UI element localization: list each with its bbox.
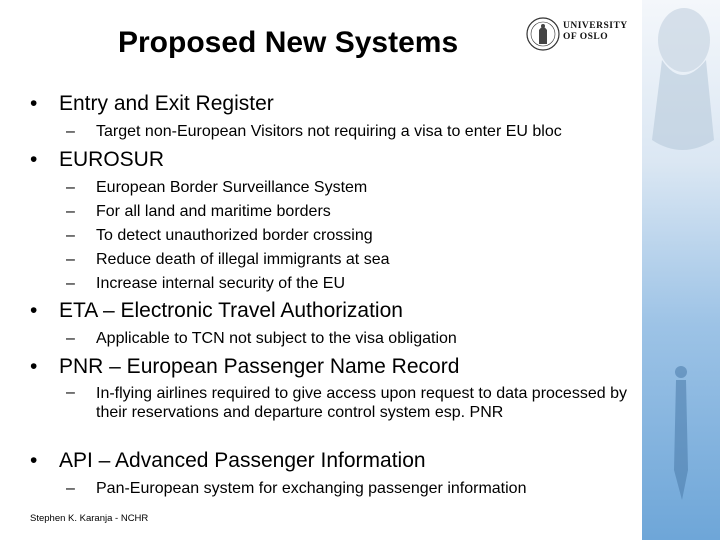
- dash-marker: –: [66, 275, 75, 292]
- bullet-text: API – Advanced Passenger Information: [59, 449, 426, 472]
- slide-title: Proposed New Systems: [118, 26, 459, 59]
- bullet-text: PNR – European Passenger Name Record: [59, 355, 460, 378]
- dash-marker: –: [66, 384, 75, 401]
- university-logo: [525, 14, 635, 54]
- dash-marker: –: [66, 203, 75, 220]
- footer-author: Stephen K. Karanja - NCHR: [30, 513, 149, 524]
- sub-item-text: To detect unauthorized border crossing: [96, 227, 373, 244]
- bullet-marker: •: [30, 92, 38, 115]
- bullet-marker: •: [30, 148, 38, 171]
- logo-text: [563, 21, 628, 43]
- sub-item-text: For all land and maritime borders: [96, 203, 331, 220]
- bullet-text: EUROSUR: [59, 148, 165, 171]
- dash-marker: –: [66, 251, 75, 268]
- sub-item-text: Target non-European Visitors not requiring a visa to enter EU bloc: [96, 123, 562, 140]
- dash-marker: –: [66, 330, 75, 347]
- dash-marker: –: [66, 480, 75, 497]
- sub-item-text: In-flying airlines required to give access upon request to data processed by their reservations and departure control system esp. PNR: [96, 385, 627, 421]
- dash-marker: –: [66, 227, 75, 244]
- sub-item-text: Applicable to TCN not subject to the visa obligation: [96, 330, 457, 347]
- bullet-marker: •: [30, 299, 38, 322]
- sub-item-text: Pan-European system for exchanging passenger information: [96, 480, 527, 497]
- university-seal-icon: [525, 14, 561, 54]
- sub-item-text: Increase internal security of the EU: [96, 275, 346, 292]
- dash-marker: –: [66, 123, 75, 140]
- sub-item-text: European Border Surveillance System: [96, 179, 368, 196]
- logo-text-line1: UNIVERSITY: [563, 21, 628, 31]
- statue-figure-image: [642, 0, 720, 540]
- bullet-marker: •: [30, 355, 38, 378]
- logo-text-line2: OF OSLO: [563, 32, 609, 42]
- decorative-side-band: [642, 0, 720, 540]
- bullet-text: Entry and Exit Register: [59, 92, 274, 115]
- sub-item-text: Reduce death of illegal immigrants at sea: [96, 251, 390, 268]
- bullet-text: ETA – Electronic Travel Authorization: [59, 299, 403, 322]
- bullet-marker: •: [30, 449, 38, 472]
- dash-marker: –: [66, 179, 75, 196]
